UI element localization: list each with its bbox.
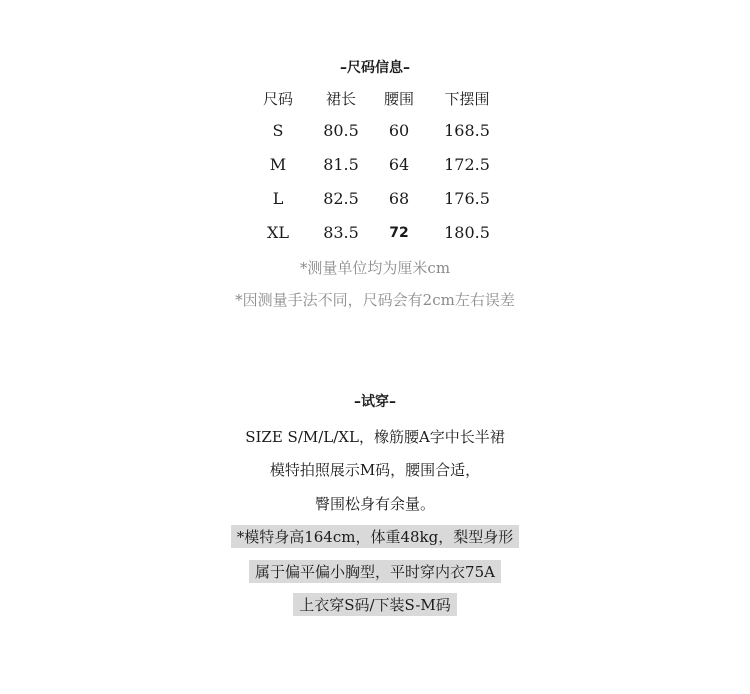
size-info-heading: –尺码信息– [340, 60, 410, 76]
hem-cell: 168.5 [444, 121, 490, 140]
tryon-line-highlighted [0, 525, 750, 548]
tryon-text: SIZE S/M/L/XL，橡筋腰A字中长半裙 [245, 428, 505, 446]
column-header: 腰围 [383, 90, 414, 108]
tryon-line [0, 492, 750, 515]
tryon-line [0, 425, 750, 448]
tryon-text: 上衣穿S码/下装S-M码 [293, 593, 457, 616]
waist-cell: 72 [389, 225, 409, 241]
tryon-text: 属于偏平偏小胸型，平时穿内衣75A [249, 560, 501, 583]
size-cell: M [269, 155, 287, 174]
size-cell: S [272, 121, 284, 140]
tryon-text: *模特身高164cm，体重48kg，梨型身形 [231, 525, 520, 548]
hem-cell: 180.5 [444, 223, 490, 242]
length-cell: 82.5 [323, 189, 359, 208]
tryon-heading: –试穿– [354, 394, 396, 410]
hem-cell: 176.5 [444, 189, 490, 208]
waist-cell: 64 [388, 155, 410, 174]
table-row [0, 223, 750, 247]
table-row [0, 189, 750, 213]
tryon-line-highlighted [0, 560, 750, 583]
measurement-error-note: *因测量手法不同，尺码会有2cm左右误差 [235, 291, 515, 309]
size-cell: XL [266, 223, 289, 242]
measurement-unit-note: *测量单位均为厘米cm [299, 259, 451, 277]
length-cell: 81.5 [323, 155, 359, 174]
length-cell: 80.5 [323, 121, 359, 140]
column-header: 尺码 [262, 90, 293, 108]
table-row [0, 121, 750, 145]
tryon-text: 臀围松身有余量。 [314, 495, 435, 513]
size-cell: L [272, 189, 284, 208]
table-header-row [0, 88, 750, 112]
table-row [0, 155, 750, 179]
tryon-line [0, 458, 750, 481]
waist-cell: 68 [388, 189, 410, 208]
length-cell: 83.5 [323, 223, 359, 242]
column-header: 下摆围 [444, 90, 490, 108]
hem-cell: 172.5 [444, 155, 490, 174]
tryon-line-highlighted [0, 593, 750, 616]
waist-cell: 60 [388, 121, 410, 140]
tryon-text: 模特拍照展示M码，腰围合适， [269, 461, 481, 479]
column-header: 裙长 [325, 90, 356, 108]
